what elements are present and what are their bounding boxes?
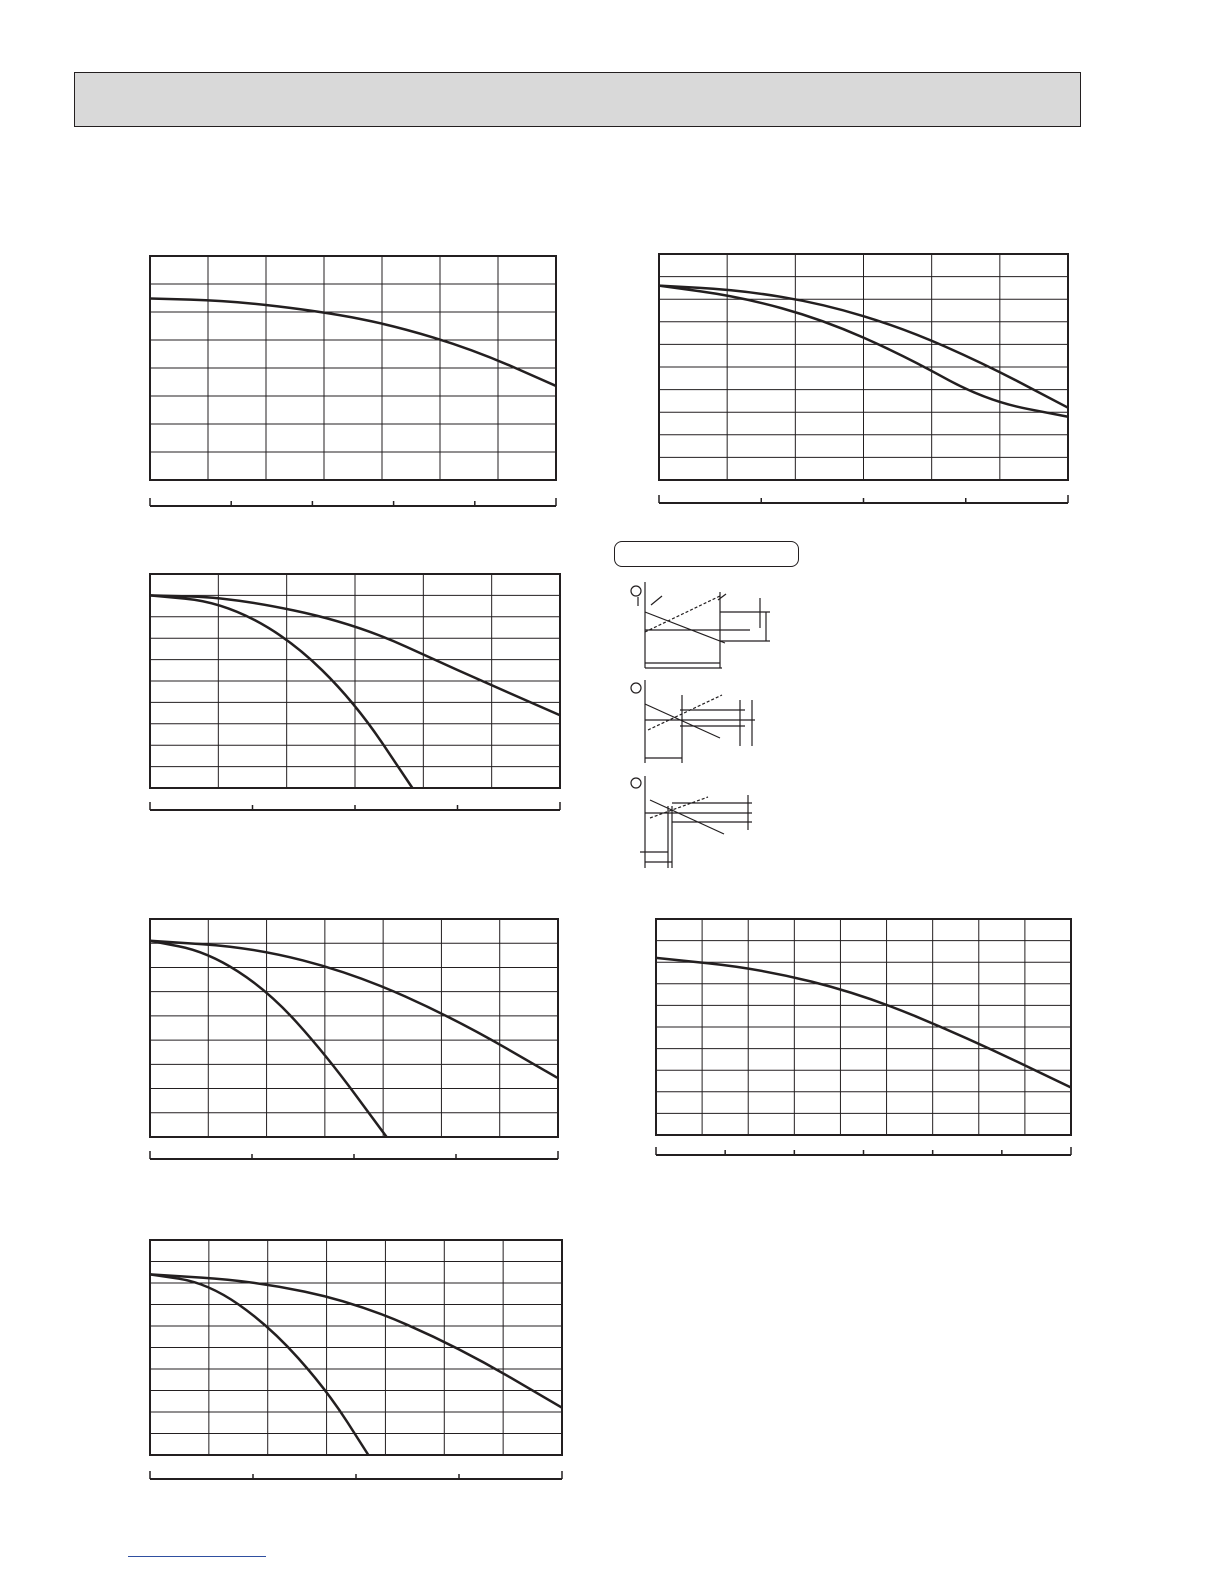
series-curve-1 [150, 1274, 368, 1455]
chart-2 [659, 254, 1068, 503]
diagram-line [645, 612, 725, 643]
diagram-3-marker [631, 778, 641, 788]
chart-6 [150, 1240, 562, 1479]
plot-frame [150, 919, 558, 1137]
chart-1 [150, 256, 556, 506]
series-curve-1 [150, 941, 387, 1137]
series-curve-1 [150, 595, 412, 788]
chart-layer [150, 254, 1071, 1479]
series-curve-2 [150, 1274, 562, 1407]
diagram-line [648, 695, 722, 730]
series-curve-2 [150, 941, 558, 1078]
stability-diagrams [631, 582, 770, 868]
series-curve-1 [656, 958, 1071, 1088]
diagram-line [651, 596, 662, 605]
chart-4 [656, 919, 1071, 1155]
diagram-1-marker [631, 586, 641, 596]
diagram-2-marker [631, 683, 641, 693]
diagram-line [650, 797, 708, 818]
chart-5 [150, 919, 558, 1159]
chart-3 [150, 574, 560, 810]
diagram-line [650, 800, 724, 834]
